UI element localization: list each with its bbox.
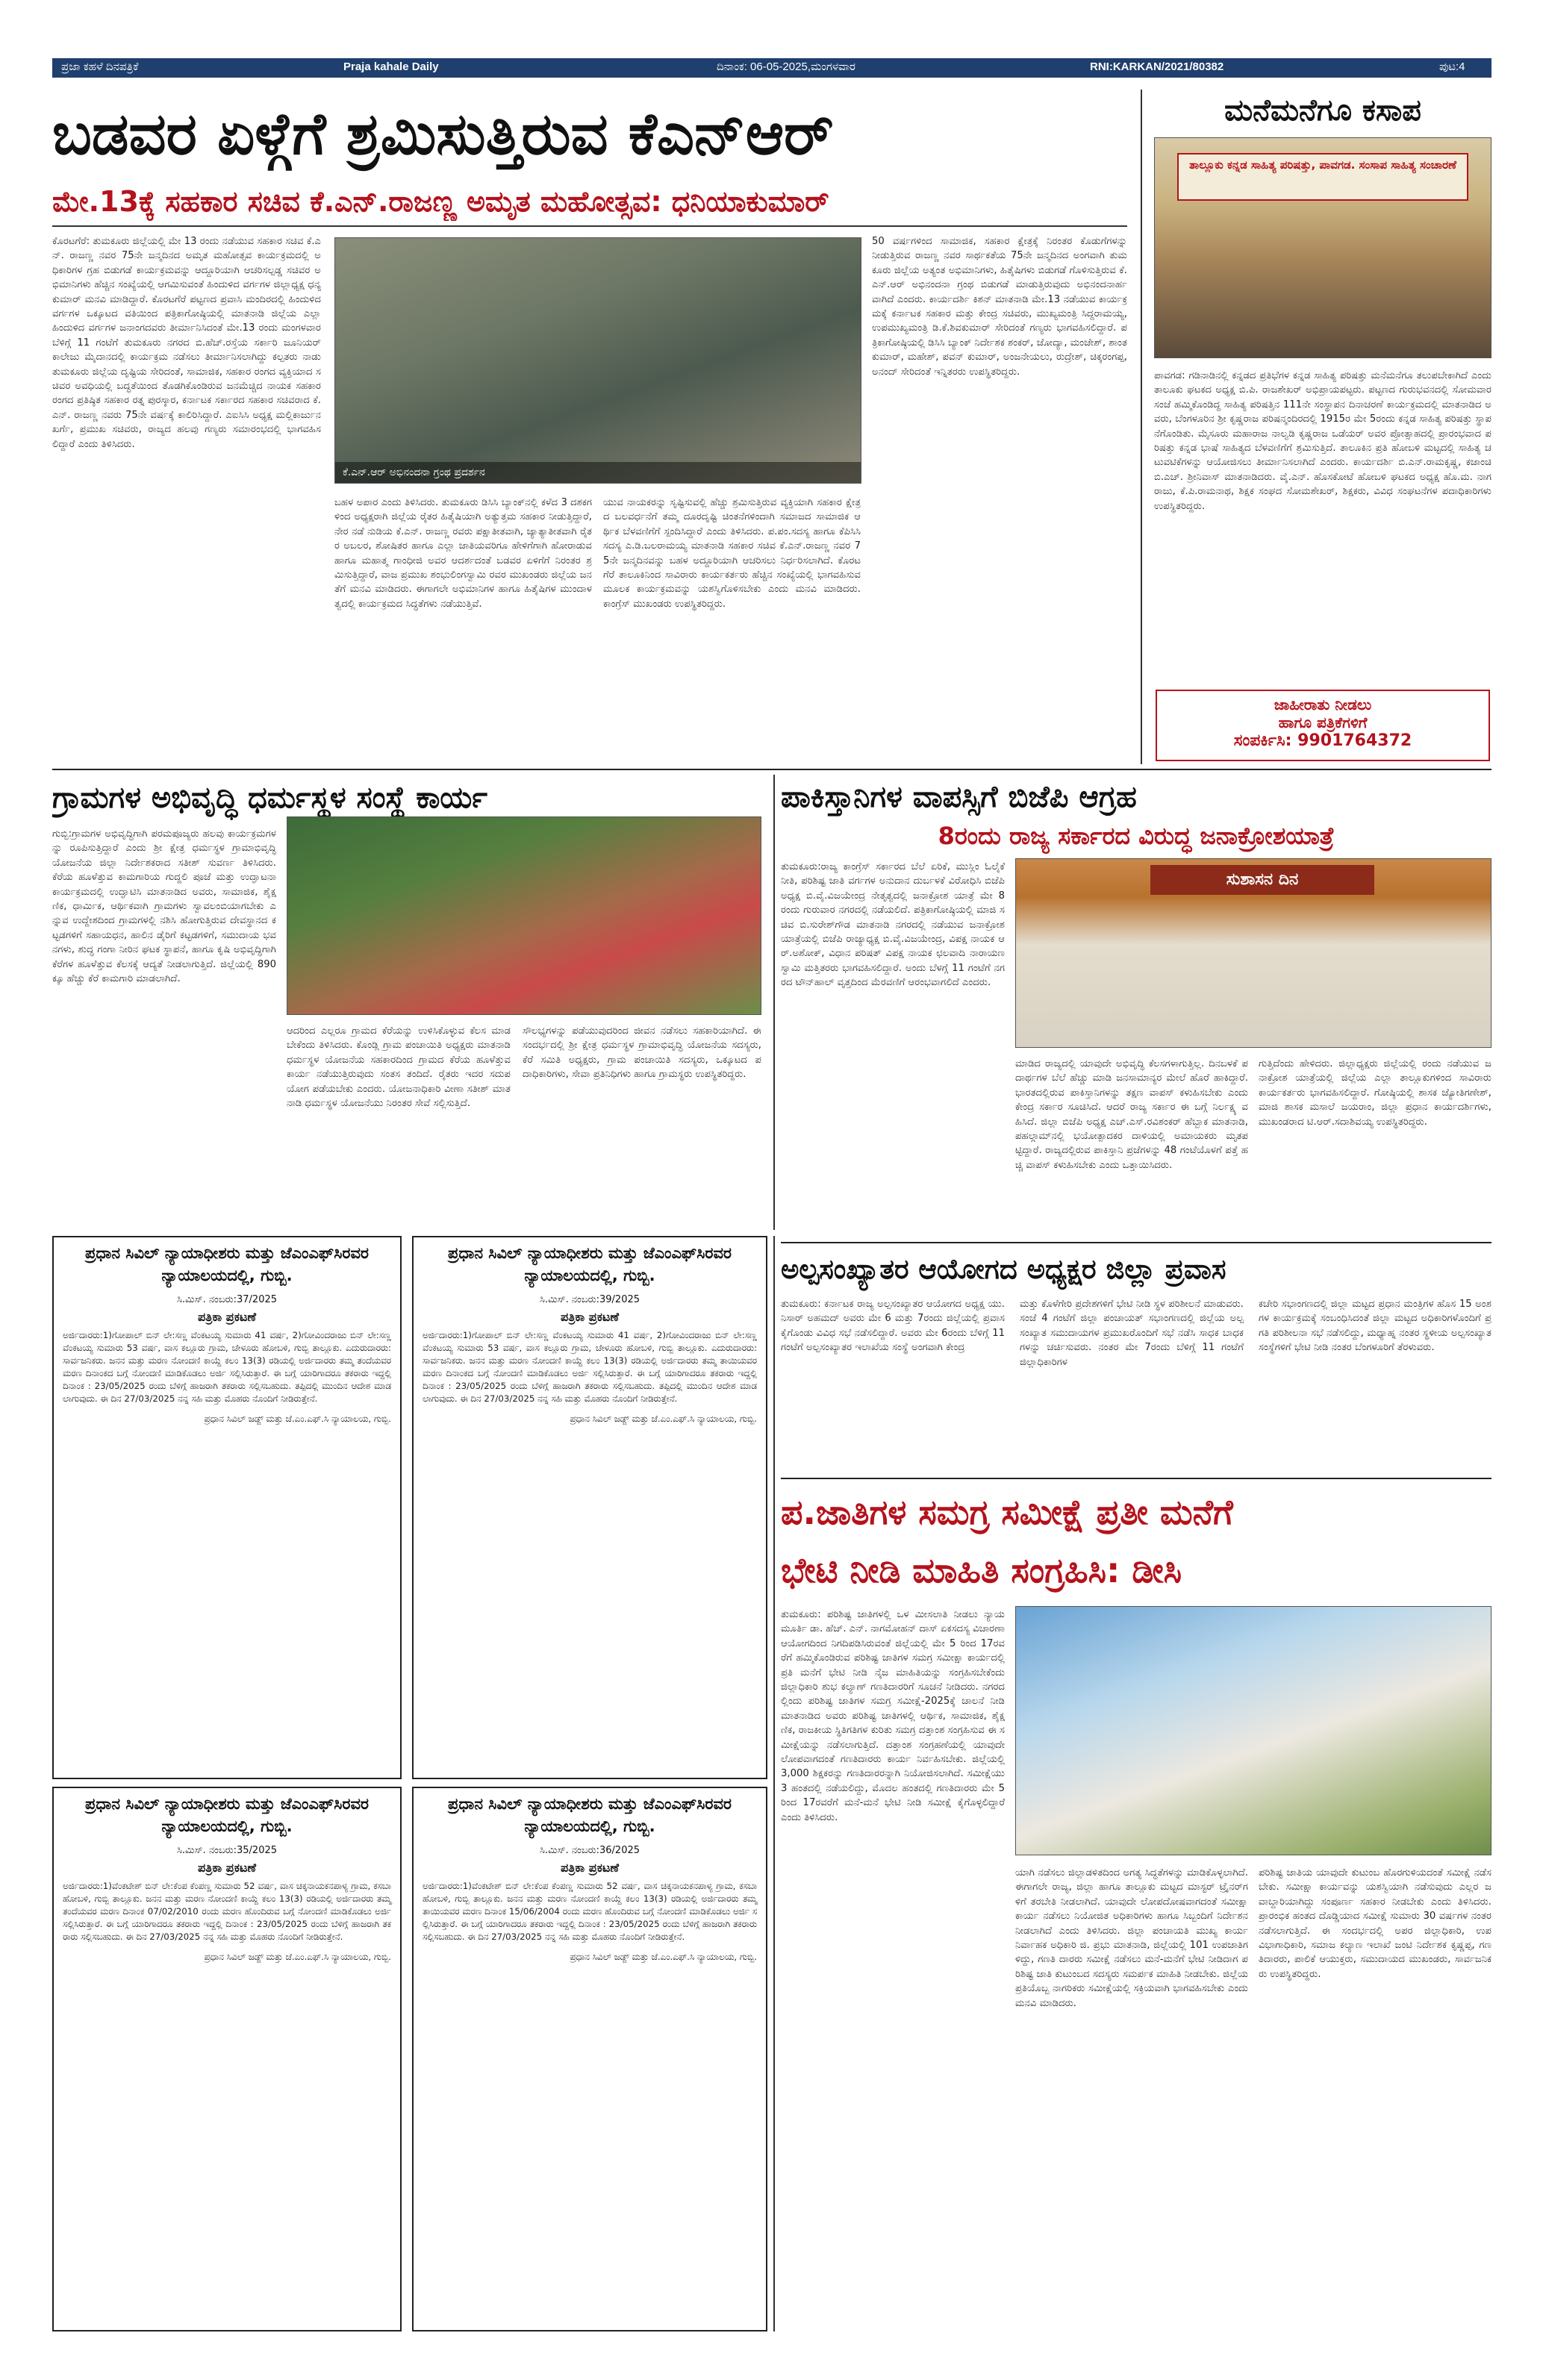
notice-case-number: ಸಿ.ಮಿಸ್. ನಂಬರು:35/2025 [176,1845,278,1856]
story2-headline: ಮನೆಮನೆಗೂ ಕಸಾಪ [1224,93,1421,128]
court-notice-2 [412,1236,767,1779]
story6-headline-line-1: ಪ.ಜಾತಿಗಳ ಸಮಗ್ರ ಸಮೀಕ್ಷೆ ಪ್ರತೀ ಮನೆಗೆ [781,1492,1233,1532]
story6-column-2: ಯಾಗಿ ನಡೆಸಲು ಜಿಲ್ಲಾಡಳಿತದಿಂದ ಅಗತ್ಯ ಸಿದ್ಧತೆಗಳನ್ನು ಮಾಡಿಕೊಳ್ಳಲಾಗಿದೆ. ಈಗಾಗಲೇ ರಾಜ್ಯ, ಜಿಲ್ಲಾ ಹಾಗೂ ತಾಲ್ಲೂಕು ಮಟ್ಟದ ಮಾಸ್ಟರ್ ಟ್ರೈನರ್‌ಗಳಿಗೆ ತರಬೇತಿ ನೀಡಲಾಗಿದೆ. ಯಾವುದೇ ಲೋಪದೋಷವಾಗದಂತೆ ಸಮೀಕ್ಷಾ ಕಾರ್ಯ ನಡೆಸಲು ನಿಯೋಜಿತ ಅಧಿಕಾರಿಗಳು ಹಾಗೂ ಸಿಬ್ಬಂದಿಗೆ ನಿರ್ದೇಶನ ನೀಡಲಾಗಿದೆ ಎಂದು ತಿಳಿಸಿದರು. ಜಿಲ್ಲಾ ಪಂಚಾಯತಿ ಮುಖ್ಯ ಕಾರ್ಯನಿರ್ವಾಹಕ ಅಧಿಕಾರಿ ಜಿ. ಪ್ರಭು ಮಾತನಾಡಿ, ಜಿಲ್ಲೆಯಲ್ಲಿ 101 ಉಪಜಾತಿಗಳಿದ್ದು, ಗಣತಿ ದಾರರು ಸಮೀಕ್ಷೆ ನಡೆಸಲು ಮನೆ-ಮನೆಗೆ ಭೇಟಿ ನೀಡಿದಾಗ ಪರಿಶಿಷ್ಟ ಜಾತಿ ಕುಟುಂಬದ ಸದಸ್ಯರು ಸಮರ್ಪಕ ಮಾಹಿತಿ ನೀಡಬೇಕು. ಜಿಲ್ಲೆಯ ಪ್ರತಿಯೊಬ್ಬ ನಾಗರಿಕರು ಸಮೀಕ್ಷೆಯಲ್ಲಿ ಸಕ್ರಿಯವಾಗಿ ಭಾಗವಹಿಸಬೇಕು ಎಂದು ಮನವಿ ಮಾಡಿದರು. [1015,1867,1248,2009]
story6-headline-line-2: ಭೇಟಿ ನೀಡಿ ಮಾಹಿತಿ ಸಂಗ್ರಹಿಸಿ: ಡೀಸಿ [781,1550,1182,1590]
story5-headline: ಅಲ್ಪಸಂಖ್ಯಾತರ ಆಯೋಗದ ಅಧ್ಯಕ್ಷರ ಜಿಲ್ಲಾ ಪ್ರವಾಸ [781,1253,1226,1285]
rni-number: RNI:KARKAN/2021/80382 [1090,60,1224,73]
story4-column-2: ಮಾಡಿದ ರಾಜ್ಯದಲ್ಲಿ ಯಾವುದೇ ಅಭಿವೃದ್ಧಿ ಕೆಲಸಗಳಾಗುತ್ತಿಲ್ಲ. ದಿನಬಳಕೆ ಪದಾರ್ಥಗಳ ಬೆಲೆ ಹೆಚ್ಚು ಮಾಡಿ ಜನಸಾಮಾನ್ಯರ ಮೇಲೆ ಹೊರೆ ಹಾಕಿದ್ದಾರೆ. ಭಾರತದಲ್ಲಿರುವ ಪಾಕಿಸ್ತಾನಿಗಳನ್ನು ತಕ್ಷಣ ವಾಪಸ್ ಕಳುಹಿಸಬೇಕು ಎಂದು ಕೇಂದ್ರ ಸರ್ಕಾರ ಸೂಚಿಸಿದೆ. ಆದರೆ ರಾಜ್ಯ ಸರ್ಕಾರ ಈ ಬಗ್ಗೆ ನಿರ್ಲಕ್ಷ್ಯ ವಹಿಸಿದೆ. ಜಿಲ್ಲಾ ಬಿಜೆಪಿ ಅಧ್ಯಕ್ಷ ಎಚ್.ಎಸ್.ರವಿಶಂಕರ್ ಹೆಬ್ಬಾಕ ಮಾತನಾಡಿ, ಪಹಲ್ಗಾಮ್‌ನಲ್ಲಿ ಭಯೋತ್ಪಾದಕರ ದಾಳಿಯಲ್ಲಿ ಅಮಾಯಕರು ಮೃತಪಟ್ಟಿದ್ದಾರೆ. ರಾಜ್ಯದಲ್ಲಿರುವ ಪಾಕಿಸ್ತಾನಿ ಪ್ರಜೆಗಳನ್ನು 48 ಗಂಟೆಯೊಳಗೆ ಪತ್ತೆ ಹಚ್ಚಿ ವಾಪಸ್ ಕಳುಹಿಸಬೇಕು ಎಂದು ಒತ್ತಾಯಿಸಿದರು. [1015,1058,1248,1171]
column-divider [773,1236,775,2331]
story1-column-2: ಬಹಳ ಅಪಾರ ಎಂದು ತಿಳಿಸಿದರು. ತುಮಕೂರು ಡಿಸಿಸಿ ಬ್ಯಾಂಕ್‌ನಲ್ಲಿ ಕಳೆದ 3 ದಶಕಗಳಿಂದ ಅಧ್ಯಕ್ಷರಾಗಿ ಜಿಲ್ಲೆಯ ರೈತರ ಹಿತೈಷಿಯಾಗಿ ಅತ್ಯುತ್ತಮ ಸಹಕಾರ ನೀಡುತ್ತಿದ್ದಾರೆ, ನೇರ ನಡೆ ನುಡಿಯ ಕೆ.ಎನ್. ರಾಜಣ್ಣ ರವರು ಪಕ್ಷಾತೀತವಾಗಿ, ಜ್ಯಾತ್ಯಾತೀತವಾಗಿ ರೈತರ ಅಬಲರ, ಶೋಷಿತರ ಹಾಗೂ ಎಲ್ಲಾ ಜಾತಿಯವರಿಗೂ ಹೇಳಿಗೆಗಾಗಿ ಹೋರಾಡುವ ಹಾಗೂ ಮಹಾತ್ಮ ಗಾಂಧೀಜಿ ಅವರ ಆದರ್ಶದಂತೆ ಬಡವರ ಏಳಿಗೆಗೆ ನಿರಂತರ ಶ್ರಮಿಸುತ್ತಿದ್ದಾರೆ, ವಾಜ ಪ್ರಮುಖ ಶಂಭುಲಿಂಗಸ್ವಾಮಿ ರವರ ಮುಖಂಡರು ಜಿಲ್ಲೆಯ ಜನತೆಗೆ ಮನವಿ ಮಾಡಿದರು. ಈಗಾಗಲೇ ಅಭಿಮಾನಿಗಳ ಹಾಗೂ ಹಿತೈಷಿಗಳ ಮುಂದಾಳತ್ವದಲ್ಲಿ ಕಾರ್ಯಕ್ರಮದ ಸಿದ್ಧತೆಗಳು ನಡೆಯುತ್ತಿವೆ. [334,497,592,610]
masthead-bar [52,58,1491,78]
story1-column-1: ಕೊರಟಗೆರೆ: ತುಮಕೂರು ಜಿಲ್ಲೆಯಲ್ಲಿ ಮೇ 13 ರಂದು ನಡೆಯುವ ಸಹಕಾರ ಸಚಿವ ಕೆ.ಎನ್. ರಾಜಣ್ಣ ನವರ 75ನೇ ಜನ್ಮದಿನದ ಅಮೃತ ಮಹೋತ್ಸವ ಕಾರ್ಯಕ್ರಮದಲ್ಲಿ ಅಧಿಕಾರಿಗಳ ಗ್ರಹ ಬಿಡುಗಡೆ ಕಾರ್ಯಕ್ರಮವನ್ನು ಆದ್ದೂರಿಯಾಗಿ ಆಚರಿಸಲ್ಪಡ್ಡ ಸಚಿವರ ಅಭಿಮಾನಿಗಳು ಹೆಚ್ಚಿನ ಸಂಖ್ಯೆಯಲ್ಲಿ ಆಗಮಿಸುವಂತೆ ಹಿಂದುಳಿದ ವರ್ಗಗಳ ಜಿಲ್ಲಾಧ್ಯಕ್ಷ ಧನ್ಯ ಕುಮಾರ್ ಮನವಿ ಮಾಡಿದ್ದಾರೆ. ಕೊರಟಗೆರೆ ಪಟ್ಟಣದ ಪ್ರವಾಸಿ ಮಂದಿರದಲ್ಲಿ ಹಿಂದುಳಿದ ವರ್ಗಗಳ ಒಕ್ಕೂಟದ ವತಿಯಿಂದ ಪತ್ರಿಕಾಗೋಷ್ಠಿಯಲ್ಲಿ ಮಾತನಾಡಿ ಜಿಲ್ಲೆಯ ಎಲ್ಲಾ ಹಿಂದುಳಿದ ವರ್ಗಗಳ ಜನಾಂಗದವರು ತೀರ್ಮಾನಿಸಿದಂತೆ ಮೇ.13 ರಂದು ಮಂಗಳವಾರ ಬೆಳಿಗ್ಗೆ 11 ಗಂಟೆಗೆ ತುಮಕೂರು ನಗರದ ಬಿ.ಹೆಚ್.ರಸ್ತೆಯ ಸರ್ಕಾರಿ ಜೂನಿಯರ್ ಕಾಲೇಜು ಮೈದಾನದಲ್ಲಿ ಕಾರ್ಯಕ್ರಮ ನಡೆಸಲು ತೀರ್ಮಾನಿಸಲಾಗಿದ್ದು ಕಲ್ಪತರು ನಾಡು ತುಮಕೂರು ಜಿಲ್ಲೆಯ ದೃಷ್ಟಿಯ ಸೇರಿದಂತೆ, ಸಾಮಾಜಿಕ, ಸಹಕಾರ ರಂಗದ ವ್ಯಕ್ತಿಯಾದ ಸಚಿವರ ಅವಧಿಯಲ್ಲಿ ಬದ್ಧತೆಯಿಂದ ತೊಡಗಿಕೊಂಡಿರುವ ಜನಮೆಚ್ಚಿದ ನಾಯಕ ಸಹಕಾರ ರಂಗದ ಪ್ರತಿಷ್ಠಿತ ಸಹಕಾರ ರತ್ನ ಪುರಸ್ಕಾರ, ಕರ್ನಾಟಕ ಸರ್ಕಾರದ ಸಹಕಾರ ಸಚಿವರಾದ ಕೆ.ಎನ್. ರಾಜಣ್ಣ ನವರು 75ನೇ ವರ್ಷಕ್ಕೆ ಕಾಲಿರಿಸಿದ್ದಾರೆ. ಎಐಸಿಸಿ ಅಧ್ಯಕ್ಷ ಮಲ್ಲಿಕಾರ್ಜುನ ಖರ್ಗೆ, ಪ್ರಮುಖ ಸಚಿವರು, ರಾಜ್ಯದ ಹಲವು ಗಣ್ಯರು ಸಮಾರಂಭದಲ್ಲಿ ಭಾಗವಹಿಸಲಿದ್ದಾರೆ ಎಂದು ತಿಳಿಸಿದರು. [52,236,321,450]
section-divider-3 [781,1478,1491,1479]
story5-column-3: ಕಚೇರಿ ಸಭಾಂಗಣದಲ್ಲಿ ಜಿಲ್ಲಾ ಮಟ್ಟದ ಪ್ರಧಾನ ಮಂತ್ರಿಗಳ ಹೊಸ 15 ಅಂಶಗಳ ಕಾರ್ಯಕ್ರಮಕ್ಕೆ ಸಂಬಂಧಿಸಿದಂತೆ ಜಿಲ್ಲಾ ಮಟ್ಟದ ಅಧಿಕಾರಿಗಳೊಂದಿಗೆ ಪ್ರಗತಿ ಪರಿಶೀಲನಾ ಸಭೆ ನಡೆಸಲಿದ್ದು, ಮಧ್ಯಾಹ್ನ ನಂತರ ಸ್ಥಳೀಯ ಅಲ್ಪಸಂಖ್ಯಾತ ಸಂಸ್ಥೆಗಳಿಗೆ ಭೇಟಿ ನೀಡಿ ನಂತರ ಬೆಂಗಳೂರಿಗೆ ತೆರಳುವರು. [1259,1299,1491,1354]
section-divider-2 [781,1242,1491,1243]
notice-court-name: ಪ್ರಧಾನ ಸಿವಿಲ್ ನ್ಯಾಯಾಧೀಶರು ಮತ್ತು ಜೆಎಂಎಫ್‌ಸಿರವರ ನ್ಯಾಯಾಲಯದಲ್ಲಿ, ಗುಬ್ಬಿ. [447,1795,732,1835]
section-divider-1 [52,769,1491,770]
court-notice-4 [412,1787,767,2331]
story3-column-3: ಸೌಲಭ್ಯಗಳನ್ನು ಪಡೆಯುವುದರಿಂದ ಜೀವನ ನಡೆಸಲು ಸಹಕಾರಿಯಾಗಿದೆ. ಈ ಸಂದರ್ಭದಲ್ಲಿ ಶ್ರೀ ಕ್ಷೇತ್ರ ಧರ್ಮಸ್ಥಳ ಗ್ರಾಮಾಭಿವೃದ್ಧಿ ಯೋಜನೆಯ ಸದಸ್ಯರು, ಕೆರೆ ಸಮಿತಿ ಅಧ್ಯಕ್ಷರು, ಗ್ರಾಮ ಪಂಚಾಯಿತಿ ಸದಸ್ಯರು, ಒಕ್ಕೂಟದ ಪದಾಧಿಕಾರಿಗಳು, ಸೇವಾ ಪ್ರತಿನಿಧಿಗಳು ಹಾಗೂ ಗ್ರಾಮಸ್ಥರು ಉಪಸ್ಥಿತರಿದ್ದರು. [523,1025,761,1081]
notice-court-name: ಪ್ರಧಾನ ಸಿವಿಲ್ ನ್ಯಾಯಾಧೀಶರು ಮತ್ತು ಜೆಎಂಎಫ್‌ಸಿರವರ ನ್ಯಾಯಾಲಯದಲ್ಲಿ, ಗುಬ್ಬಿ. [84,1795,370,1835]
notice-body: ಅರ್ಜಿದಾರರು:1)ಗೋಪಾಲ್ ಬಿನ್ ಲೇ:ಸಣ್ಣ ವೆಂಕಟಯ್ಯ ಸುಮಾರು 41 ವರ್ಷ, 2)ಗೋವಿಂದರಾಜು ಬಿನ್ ಲೇ:ಸಣ್ಣ ವೆಂಕಟಯ್ಯ ಸುಮಾರು 53 ವರ್ಷ, ವಾಸ ಕಲ್ಲೂರು ಗ್ರಾಮ, ಚೇಳೂರು ಹೋಬಳಿ, ಗುಬ್ಬಿ ತಾಲ್ಲೂಕು. ಎದುರುದಾರರು: ಸಾರ್ವಜನಿಕರು. ಜನನ ಮತ್ತು ಮರಣ ನೋಂದಣಿ ಕಾಯ್ದೆ ಕಲಂ 13(3) ರಡಿಯಲ್ಲಿ ಅರ್ಜಿದಾರರು ತಮ್ಮ ತಂದೆಯವರ ಮರಣ ದಿನಾಂಕದ ಬಗ್ಗೆ ನೋಂದಣಿ ಮಾಡಿಕೊಡಲು ಅರ್ಜಿ ಸಲ್ಲಿಸಿರುತ್ತಾರೆ. ಈ ಬಗ್ಗೆ ಯಾರಿಗಾದರೂ ತಕರಾರು ಇದ್ದಲ್ಲಿ ದಿನಾಂಕ : 23/05/2025 ರಂದು ಬೆಳಿಗ್ಗೆ ಹಾಜರಾಗಿ ತಕರಾರು ಸಲ್ಲಿಸಬಹುದು. ತಪ್ಪಿದಲ್ಲಿ ಮುಂದಿನ ಆದೇಶ ಮಾಡಲಾಗುವುದು. ಈ ದಿನ 27/03/2025 ನನ್ನ ಸಹಿ ಮತ್ತು ಮೊಹರು ನೊಂದಿಗೆ ನೀಡಿರುತ್ತೇನೆ. [63,1330,391,1404]
story1-subhead: ಮೇ.13ಕ್ಕೆ ಸಹಕಾರ ಸಚಿವ ಕೆ.ಎನ್.ರಾಜಣ್ಣ ಅಮೃತ ಮಹೋತ್ಸವ: ಧನಿಯಾಕುಮಾರ್ [52,185,829,218]
story5-column-2: ಮತ್ತು ಕೊಳೆಗೇರಿ ಪ್ರದೇಶಗಳಿಗೆ ಭೇಟಿ ನೀಡಿ ಸ್ಥಳ ಪರಿಶೀಲನೆ ಮಾಡುವರು. ಸಂಜೆ 4 ಗಂಟೆಗೆ ಜಿಲ್ಲಾ ಪಂಚಾಯತ್ ಸಭಾಂಗಣದಲ್ಲಿ ಜಿಲ್ಲೆಯ ಅಲ್ಪಸಂಖ್ಯಾತ ಸಮುದಾಯಗಳ ಪ್ರಮುಖರೊಂದಿಗೆ ಸಭೆ ನಡೆಸಿ ಸಾಧಕ ಬಾಧಕಗಳನ್ನು ಚರ್ಚಿಸುವರು. ನಂತರ ಮೇ 7ರಂದು ಬೆಳಿಗ್ಗೆ 11 ಗಂಟೆಗೆ ಜಿಲ್ಲಾಧಿಕಾರಿಗಳ [1020,1299,1244,1368]
notice-signature: ಪ್ರಧಾನ ಸಿವಿಲ್ ಜಡ್ಜ್ ಮತ್ತು ಜೆ.ಎಂ.ಎಫ್.ಸಿ ನ್ಯಾಯಾಲಯ, ಗುಬ್ಬಿ. [570,1952,757,1962]
notice-signature: ಪ್ರಧಾನ ಸಿವಿಲ್ ಜಡ್ಜ್ ಮತ್ತು ಜೆ.ಎಂ.ಎಫ್.ಸಿ ನ್ಯಾಯಾಲಯ, ಗುಬ್ಬಿ. [204,1414,391,1424]
story3-column-1: ಗುಬ್ಬಿ:ಗ್ರಾಮಗಳ ಅಭಿವೃದ್ಧಿಗಾಗಿ ಪರಮಪೂಜ್ಯರು ಹಲವು ಕಾರ್ಯಕ್ರಮಗಳನ್ನು ರೂಪಿಸುತ್ತಿದ್ದಾರೆ ಎಂದು ಶ್ರೀ ಕ್ಷೇತ್ರ ಧರ್ಮಸ್ಥಳ ಗ್ರಾಮಾಭಿವೃದ್ಧಿ ಯೋಜನೆಯ ಜಿಲ್ಲಾ ನಿರ್ದೇಶಕರಾದ ಸತೀಶ್ ಸುವರ್ಣ ತಿಳಿಸಿದರು. ಕೆರೆಯ ಹೂಳೆತ್ತುವ ಕಾಮಗಾರಿಯ ಗುದ್ದಲಿ ಪೂಜೆ ಮತ್ತು ಉದ್ಘಾಟನಾ ಕಾರ್ಯಕ್ರಮದಲ್ಲಿ ಉದ್ಘಾಟಿಸಿ ಮಾತನಾಡಿದ ಅವರು, ಸಾಮಾಜಿಕ, ಶೈಕ್ಷಣಿಕ, ಧಾರ್ಮಿಕ, ಆರ್ಥಿಕವಾಗಿ ಗ್ರಾಮಗಳು ಸ್ವಾವಲಂಬಿಯಾಗಬೇಕು ಎನ್ನುವ ಉದ್ದೇಶದಿಂದ ಗ್ರಾಮಗಳಲ್ಲಿ ನಶಿಸಿ ಹೋಗುತ್ತಿರುವ ದೇವಸ್ಥಾನದ ಕಟ್ಟಡಗಳಿಗೆ ಸಹಾಯಧನ, ಹಾಲಿನ ಡೈರಿಗೆ ಕಟ್ಟಡಗಳಿಗೆ, ಸಮುದಾಯ ಭವನಗಳು, ಶುದ್ಧ ಗಂಗಾ ನೀರಿನ ಘಟಕ ಸ್ಥಾಪನೆ, ಹಾಗೂ ಕೃಷಿ ಅಭಿವೃದ್ಧಿಗಾಗಿ ಕೆರೆಗಳ ಹೂಳೆತ್ತುವ ಕೆಲಸಕ್ಕೆ ಆದ್ಯತೆ ನೀಡಲಾಗುತ್ತಿದೆ. ಜಿಲ್ಲೆಯಲ್ಲಿ 890 ಕ್ಕೂ ಹೆಚ್ಚು ಕೆರೆ ಕಾಮಗಾರಿ ಮಾಡಲಾಗಿದೆ. [52,828,276,985]
notice-title: ಪತ್ರಿಕಾ ಪ್ರಕಟಣೆ [560,1861,620,1875]
story4-subhead: 8ರಂದು ರಾಜ್ಯ ಸರ್ಕಾರದ ವಿರುದ್ಧ ಜನಾಕ್ರೋಶಯಾತ್ರೆ [938,822,1335,850]
story5-column-1: ತುಮಕೂರು: ಕರ್ನಾಟಕ ರಾಜ್ಯ ಅಲ್ಪಸಂಖ್ಯಾತರ ಆಯೋಗದ ಅಧ್ಯಕ್ಷ ಯು. ನಿಸಾರ್ ಅಹಮದ್ ಅವರು ಮೇ 6 ಮತ್ತು 7ರಂದು ಜಿಲ್ಲೆಯಲ್ಲಿ ಪ್ರವಾಸ ಕೈಗೊಂಡು ವಿವಿಧ ಸಭೆ ನಡೆಸಲಿದ್ದಾರೆ. ಅವರು ಮೇ 6ರಂದು ಬೆಳಿಗ್ಗೆ 11 ಗಂಟೆಗೆ ಅಲ್ಪಸಂಖ್ಯಾತರ ಇಲಾಖೆಯ ಸಂಸ್ಥೆ ಅಂಗವಾಗಿ ಕೇಂದ್ರ [781,1299,1005,1354]
court-notice-3 [52,1787,402,2331]
paper-name-kannada: ಪ್ರಜಾ ಕಹಳೆ ದಿನಪತ್ರಿಕೆ [61,60,139,73]
column-divider [773,775,775,1230]
notice-title: ಪತ್ರಿಕಾ ಪ್ರಕಟಣೆ [560,1310,620,1324]
story4-photo [1015,858,1491,1048]
story4-column-1: ತುಮಕೂರು:ರಾಜ್ಯ ಕಾಂಗ್ರೆಸ್ ಸರ್ಕಾರದ ಬೆಲೆ ಏರಿಕೆ, ಮುಸ್ಲಿಂ ಓಲೈಕೆ ನೀತಿ, ಪರಿಶಿಷ್ಟ ಜಾತಿ ವರ್ಗಗಳ ಅನುದಾನ ದುರ್ಬಳಕೆ ವಿರೋಧಿಸಿ ಬಿಜೆಪಿ ಅಧ್ಯಕ್ಷ ಬಿ.ವೈ.ವಿಜಯೇಂದ್ರ ನೇತೃತ್ವದಲ್ಲಿ ಜನಾಕ್ರೋಶ ಯಾತ್ರೆ ಮೇ 8ರಂದು ಗುರುವಾರ ನಗರದಲ್ಲಿ ನಡೆಯಲಿದೆ. ಪತ್ರಿಕಾಗೋಷ್ಠಿಯಲ್ಲಿ ಮಾಜಿ ಸಚಿವ ಬಿ.ಸುರೇಶ್‌ಗೌಡ ಮಾತನಾಡಿ ನಗರದಲ್ಲಿ ನಡೆಯುವ ಜನಾಕ್ರೋಶ ಯಾತ್ರೆಯಲ್ಲಿ ಬಿಜೆಪಿ ರಾಜ್ಯಾಧ್ಯಕ್ಷ ಬಿ.ವೈ.ವಿಜಯೇಂದ್ರ, ವಿಪಕ್ಷ ನಾಯಕ ಆರ್.ಅಶೋಕ್, ವಿಧಾನ ಪರಿಷತ್ ವಿಪಕ್ಷ ನಾಯಕ ಛಲವಾದಿ ನಾರಾಯಣಸ್ವಾಮಿ ಮತ್ತಿತರರು ಭಾಗವಹಿಸಲಿದ್ದಾರೆ. ಅಂದು ಬೆಳಗ್ಗೆ 11 ಗಂಟೆಗೆ ನಗರದ ಟೌನ್‌ಹಾಲ್ ವೃತ್ತದಿಂದ ಮೆರವಣಿಗೆ ಆರಂಭವಾಗಲಿದೆ ಎಂದರು. [781,861,1005,989]
story1-photo-caption: ಕೆ.ಎನ್.ಆರ್ ಅಭಿನಂದನಾ ಗ್ರಂಥ ಪ್ರದರ್ಶನ [335,462,861,483]
paper-name-english: Praja kahale Daily [343,60,439,73]
notice-case-number: ಸಿ.ಮಿಸ್. ನಂಬರು:37/2025 [176,1294,278,1305]
notice-body: ಅರ್ಜಿದಾರರು:1)ವೆಂಕಟೇಶ್ ಬಿನ್ ಲೇ:ಕೆಂಪ ಕೆಂಪಣ್ಣ ಸುಮಾರು 52 ವರ್ಷ, ವಾಸ ಚಿಕ್ಕನಾಯಕನಪಾಳ್ಯ ಗ್ರಾಮ, ಕಸಬಾ ಹೋಬಳಿ, ಗುಬ್ಬಿ ತಾಲ್ಲೂಕು. ಜನನ ಮತ್ತು ಮರಣ ನೋಂದಣಿ ಕಾಯ್ದೆ ಕಲಂ 13(3) ರಡಿಯಲ್ಲಿ ಅರ್ಜಿದಾರರು ತಮ್ಮ ತಾಯಿಯವರ ಮರಣ ದಿನಾಂಕ 15/06/2004 ರಂದು ಮರಣ ಹೊಂದಿರುವ ಬಗ್ಗೆ ನೋಂದಣಿ ಮಾಡಿಕೊಡಲು ಅರ್ಜಿ ಸಲ್ಲಿಸಿರುತ್ತಾರೆ. ಈ ಬಗ್ಗೆ ಯಾರಿಗಾದರೂ ತಕರಾರು ಇದ್ದಲ್ಲಿ ದಿನಾಂಕ : 23/05/2025 ರಂದು ಬೆಳಿಗ್ಗೆ ಹಾಜರಾಗಿ ತಕರಾರು ಸಲ್ಲಿಸಬಹುದು. ಈ ದಿನ 27/03/2025 ನನ್ನ ಸಹಿ ಮತ್ತು ಮೊಹರು ನೊಂದಿಗೆ ನೀಡಿರುತ್ತೇನೆ. [423,1881,757,1942]
story6-column-1: ತುಮಕೂರು: ಪರಿಶಿಷ್ಟ ಜಾತಿಗಳಲ್ಲಿ ಒಳ ಮೀಸಲಾತಿ ನೀಡಲು ನ್ಯಾಯಮೂರ್ತಿ ಡಾ. ಹೆಚ್. ಎನ್. ನಾಗಮೋಹನ್ ದಾಸ್ ಏಕಸದಸ್ಯ ವಿಚಾರಣಾ ಆಯೋಗದಿಂದ ನಿಗದಿಪಡಿಸಿರುವಂತೆ ಜಿಲ್ಲೆಯಲ್ಲಿ ಮೇ 5 ರಿಂದ 17ರವರೆಗೆ ಹಮ್ಮಿಕೊಂಡಿರುವ ಪರಿಶಿಷ್ಟ ಜಾತಿಗಳ ಸಮಗ್ರ ಸಮೀಕ್ಷಾ ಕಾರ್ಯದಲ್ಲಿ ಪ್ರತಿ ಮನೆಗೆ ಭೇಟಿ ನೀಡಿ ನೈಜ ಮಾಹಿತಿಯನ್ನು ಸಂಗ್ರಹಿಸಬೇಕೆಂದು ಜಿಲ್ಲಾಧಿಕಾರಿ ಶುಭ ಕಲ್ಯಾಣ್ ಗಣತಿದಾರರಿಗೆ ಸೂಚನೆ ನೀಡಿದರು. ನಗರದಲ್ಲಿಂದು ಪರಿಶಿಷ್ಟ ಜಾತಿಗಳ ಸಮಗ್ರ ಸಮೀಕ್ಷೆ-2025ಕ್ಕೆ ಚಾಲನೆ ನೀಡಿ ಮಾತನಾಡಿದ ಅವರು ಪರಿಶಿಷ್ಟ ಜಾತಿಗಳಲ್ಲಿ ಆರ್ಥಿಕ, ಸಾಮಾಜಿಕ, ಶೈಕ್ಷಣಿಕ, ರಾಜಕೀಯ ಸ್ಥಿತಿಗತಿಗಳ ಕುರಿತು ಸಮಗ್ರ ದತ್ತಾಂಶ ಸಂಗ್ರಹಿಸುವ ಈ ಸಮೀಕ್ಷೆಯನ್ನು ನಡೆಸಲಾಗುತ್ತಿದೆ. ದತ್ತಾಂಶ ಸಂಗ್ರಹಣೆಯಲ್ಲಿ ಯಾವುದೇ ಲೋಪವಾಗದಂತೆ ಗಣತಿದಾರರು ಕಾರ್ಯ ನಿರ್ವಹಿಸಬೇಕು. ಜಿಲ್ಲೆಯಲ್ಲಿ 3,000 ಶಿಕ್ಷಕರನ್ನು ಗಣತಿದಾರರನ್ನಾಗಿ ನಿಯೋಜಿಸಲಾಗಿದೆ. ಸಮೀಕ್ಷೆಯು 3 ಹಂತದಲ್ಲಿ ನಡೆಯಲಿದ್ದು, ಮೊದಲ ಹಂತದಲ್ಲಿ ಗಣತಿದಾರರು ಮೇ 5 ರಿಂದ 17ರವರೆಗೆ ಮನೆ-ಮನೆ ಭೇಟಿ ನೀಡಿ ಸಮೀಕ್ಷೆ ಕೈಗೊಳ್ಳಲಿದ್ದಾರೆ ಎಂದು ತಿಳಿಸಿದರು. [781,1609,1005,1823]
notice-case-number: ಸಿ.ಮಿಸ್. ನಂಬರು:36/2025 [539,1845,640,1856]
notice-signature: ಪ್ರಧಾನ ಸಿವಿಲ್ ಜಡ್ಜ್ ಮತ್ತು ಜೆ.ಎಂ.ಎಫ್.ಸಿ ನ್ಯಾಯಾಲಯ, ಗುಬ್ಬಿ. [204,1952,391,1962]
page-number: ಪುಟ:4 [1439,60,1465,73]
notice-court-name: ಪ್ರಧಾನ ಸಿವಿಲ್ ನ್ಯಾಯಾಧೀಶರು ಮತ್ತು ಜೆಎಂಎಫ್‌ಸಿರವರ ನ್ಯಾಯಾಲಯದಲ್ಲಿ, ಗುಬ್ಬಿ. [447,1244,732,1284]
notice-body: ಅರ್ಜಿದಾರರು:1)ಗೋಪಾಲ್ ಬಿನ್ ಲೇ:ಸಣ್ಣ ವೆಂಕಟಯ್ಯ ಸುಮಾರು 41 ವರ್ಷ, 2)ಗೋವಿಂದರಾಜು ಬಿನ್ ಲೇ:ಸಣ್ಣ ವೆಂಕಟಯ್ಯ ಸುಮಾರು 53 ವರ್ಷ, ವಾಸ ಕಲ್ಲೂರು ಗ್ರಾಮ, ಚೇಳೂರು ಹೋಬಳಿ, ಗುಬ್ಬಿ ತಾಲ್ಲೂಕು. ಎದುರುದಾರರು: ಸಾರ್ವಜನಿಕರು. ಜನನ ಮತ್ತು ಮರಣ ನೋಂದಣಿ ಕಾಯ್ದೆ ಕಲಂ 13(3) ರಡಿಯಲ್ಲಿ ಅರ್ಜಿದಾರರು ತಮ್ಮ ತಾಯಿಯವರ ಮರಣ ದಿನಾಂಕದ ಬಗ್ಗೆ ನೋಂದಣಿ ಮಾಡಿಕೊಡಲು ಅರ್ಜಿ ಸಲ್ಲಿಸಿರುತ್ತಾರೆ. ಈ ಬಗ್ಗೆ ಯಾರಿಗಾದರೂ ತಕರಾರು ಇದ್ದಲ್ಲಿ ದಿನಾಂಕ : 23/05/2025 ರಂದು ಬೆಳಿಗ್ಗೆ ಹಾಜರಾಗಿ ತಕರಾರು ಸಲ್ಲಿಸಬಹುದು. ತಪ್ಪಿದಲ್ಲಿ ಮುಂದಿನ ಆದೇಶ ಮಾಡಲಾಗುವುದು. ಈ ದಿನ 27/03/2025 ನನ್ನ ಸಹಿ ಮತ್ತು ಮೊಹರು ನೊಂದಿಗೆ ನೀಡಿರುತ್ತೇನೆ. [423,1330,757,1404]
story3-column-2: ಆದರಿಂದ ಎಲ್ಲರೂ ಗ್ರಾಮದ ಕೆರೆಯನ್ನು ಉಳಿಸಿಕೊಳ್ಳುವ ಕೆಲಸ ಮಾಡಬೇಕೆಂದು ತಿಳಿಸಿದರು. ಕೊಂಡ್ಲಿ ಗ್ರಾಮ ಪಂಚಾಯಿತಿ ಅಧ್ಯಕ್ಷರು ಮಾತನಾಡಿ ಧರ್ಮಸ್ಥಳ ಯೋಜನೆಯ ಸಹಕಾರದಿಂದ ಗ್ರಾಮದ ಕೆರೆಯ ಹೂಳೆತ್ತುವ ಕಾರ್ಯ ನಡೆಯುತ್ತಿರುವುದು ಸಂತಸ ತಂದಿದೆ. ರೈತರು ಇದರ ಸದುಪಯೋಗ ಪಡೆಯಬೇಕು ಎಂದರು. ಯೋಜನಾಧಿಕಾರಿ ವೀಣಾ ಸತೀಶ್ ಮಾತನಾಡಿ ಧರ್ಮಸ್ಥಳ ಯೋಜನೆಯು ನಿರಂತರ ಸೇವೆ ಸಲ್ಲಿಸುತ್ತಿದೆ. [287,1025,511,1110]
story2-photo [1154,137,1491,358]
story1-column-4: 50 ವರ್ಷಗಳಿಂದ ಸಾಮಾಜಿಕ, ಸಹಕಾರ ಕ್ಷೇತ್ರಕ್ಕೆ ನಿರಂತರ ಕೊಡುಗೆಗಳನ್ನು ನೀಡುತ್ತಿರುವ ರಾಜಣ್ಣ ನವರ ಸಾರ್ಥಕತೆಯ 75ನೇ ಜನ್ಮದಿನದ ಅಂಗವಾಗಿ ತುಮಕೂರು ಜಿಲ್ಲೆಯ ಅತ್ಯಂತ ಅಭಿಮಾನಿಗಳು, ಹಿತೈಷಿಗಳು ಬಿಡುಗಡೆ ಗೊಳಿಸುತ್ತಿರುವ ಕೆ.ಎನ್.ಆರ್ ಅಭಿನಂದನಾ ಗ್ರಂಥ ಬಿಡುಗಡೆ ಮಾಡುತ್ತಿರುವುದು ಅಭಿನಂದನಾರ್ಹವಾಗಿದೆ ಎಂದರು. ಕಾರ್ಯದರ್ಶಿ ಕಿಶನ್ ಮಾತನಾಡಿ ಮೇ.13 ನಡೆಯುವ ಕಾರ್ಯಕ್ರಮಕ್ಕೆ ಕರ್ನಾಟಕ ಸಹಕಾರ ಮತ್ತು ಕೇಂದ್ರ ಸಚಿವರು, ಮುಖ್ಯಮಂತ್ರಿ ಸಿದ್ದರಾಮಯ್ಯ, ಉಪಮುಖ್ಯಮಂತ್ರಿ ಡಿ.ಕೆ.ಶಿವಕುಮಾರ್ ಸೇರಿದಂತೆ ಗಣ್ಯರು ಭಾಗವಹಿಸಲಿದ್ದಾರೆ. ಪತ್ರಿಕಾಗೋಷ್ಠಿಯಲ್ಲಿ ಡಿಸಿಸಿ ಬ್ಯಾಂಕ್ ನಿರ್ದೇಶಕ ಶಂಕರ್, ಜೋದ್ಯಾ, ಮಂಜೇಶ್, ಶಾಂತ ಕುಮಾರ್, ಮಹೇಶ್, ಪವನ್ ಕುಮಾರ್, ಅಂಜನೇಯಲು, ರುದ್ರೇಶ್, ಚಿಕ್ಕರಂಗಪ್ಪ, ಅನಂದ್ ಸೇರಿದಂತೆ ಇನ್ನಿತರರು ಉಪಸ್ಥಿತರಿದ್ದರು. [872,236,1127,378]
court-notice-1 [52,1236,402,1779]
story2-photo-banner: ತಾಲ್ಲೂಕು ಕನ್ನಡ ಸಾಹಿತ್ಯ ಪರಿಷತ್ತು, ಪಾವಗಡ. ಸಂಸಾಪ ಸಾಹಿತ್ಯ ಸಂಚಾರಣೆ [1177,153,1468,201]
ad-line-2: ಹಾಗೂ ಪತ್ರಿಕೆಗಳಿಗೆ [1278,713,1368,731]
story1-photo [334,237,861,484]
story1-rule [52,225,1127,227]
story4-headline: ಪಾಕಿಸ್ತಾನಿಗಳ ವಾಪಸ್ಸಿಗೆ ಬಿಜೆಪಿ ಆಗ್ರಹ [781,780,1137,814]
notice-case-number: ಸಿ.ಮಿಸ್. ನಂಬರು:39/2025 [539,1294,640,1305]
story3-headline: ಗ್ರಾಮಗಳ ಅಭಿವೃದ್ಧಿ ಧರ್ಮಸ್ಥಳ ಸಂಸ್ಥೆ ಕಾರ್ಯ [52,781,487,815]
story6-photo [1015,1606,1491,1855]
ad-line-1: ಜಾಹೀರಾತು ನೀಡಲು [1274,696,1372,713]
column-divider [1141,90,1142,764]
story1-column-3: ಯುವ ನಾಯಕರನ್ನು ಸೃಷ್ಟಿಸುವಲ್ಲಿ ಹೆಚ್ಚು ಶ್ರಮಿಸುತ್ತಿರುವ ವ್ಯಕ್ತಿಯಾಗಿ ಸಹಕಾರ ಕ್ಷೇತ್ರದ ಬಲವರ್ಧನೆಗೆ ತಮ್ಮ ದೂರದೃಷ್ಟಿ ಚಿಂತನೆಗಳಿಂದಾಗಿ ಸಮಾಜದ ಸಾಮಾಜಿಕ ಆರ್ಥಿಕ ಬೆಳವಣಿಗೆಗೆ ಸ್ಪಂದಿಸಿದ್ದಾರೆ ಎಂದು ತಿಳಿಸಿದರು. ಪ.ಪಂ.ಸದಸ್ಯ ಹಾಗೂ ಕೆಪಿಸಿಸಿ ಸದಸ್ಯ ಎ.ಡಿ.ಬಲರಾಮಯ್ಯ ಮಾತನಾಡಿ ಸಹಕಾರ ಸಚಿವ ಕೆ.ಎನ್.ರಾಜಣ್ಣ ನವರ 75ನೇ ಜನ್ಮದಿನವನ್ನು ಬಹಳ ಅದ್ದೂರಿಯಾಗಿ ಆಚರಿಸಲು ನಿರ್ಧರಿಸಲಾಗಿದೆ. ಕೊರಟಗೆರೆ ತಾಲೂಕಿನಿಂದ ಸಾವಿರಾರು ಕಾರ್ಯಕರ್ತರು ಹೆಚ್ಚಿನ ಸಂಖ್ಯೆಯಲ್ಲಿ ಭಾಗವಹಿಸುವ ಮೂಲಕ ಕಾರ್ಯಕ್ರಮವನ್ನು ಯಶಸ್ವಿಗೊಳಿಸಬೇಕು ಎಂದು ಮನವಿ ಮಾಡಿದರು. ಕಾಂಗ್ರೆಸ್ ಮುಖಂಡರು ಉಪಸ್ಥಿತರಿದ್ದರು. [603,497,861,610]
story3-photo [287,816,761,1015]
advertisement-contact-box [1156,690,1490,761]
notice-body: ಅರ್ಜಿದಾರರು:1)ವೆಂಕಟೇಶ್ ಬಿನ್ ಲೇ:ಕೆಂಪ ಕೆಂಪಣ್ಣ ಸುಮಾರು 52 ವರ್ಷ, ವಾಸ ಚಿಕ್ಕನಾಯಕನಪಾಳ್ಯ ಗ್ರಾಮ, ಕಸಬಾ ಹೋಬಳಿ, ಗುಬ್ಬಿ ತಾಲ್ಲೂಕು. ಜನನ ಮತ್ತು ಮರಣ ನೋಂದಣಿ ಕಾಯ್ದೆ ಕಲಂ 13(3) ರಡಿಯಲ್ಲಿ ಅರ್ಜಿದಾರರು ತಮ್ಮ ತಂದೆಯವರ ಮರಣ ದಿನಾಂಕ 07/02/2010 ರಂದು ಮರಣ ಹೊಂದಿರುವ ಬಗ್ಗೆ ನೋಂದಣಿ ಮಾಡಿಕೊಡಲು ಅರ್ಜಿ ಸಲ್ಲಿಸಿರುತ್ತಾರೆ. ಈ ಬಗ್ಗೆ ಯಾರಿಗಾದರೂ ತಕರಾರು ಇದ್ದಲ್ಲಿ ದಿನಾಂಕ : 23/05/2025 ರಂದು ಬೆಳಿಗ್ಗೆ ಹಾಜರಾಗಿ ತಕರಾರು ಸಲ್ಲಿಸಬಹುದು. ಈ ದಿನ 27/03/2025 ನನ್ನ ಸಹಿ ಮತ್ತು ಮೊಹರು ನೊಂದಿಗೆ ನೀಡಿರುತ್ತೇನೆ. [63,1881,391,1942]
notice-court-name: ಪ್ರಧಾನ ಸಿವಿಲ್ ನ್ಯಾಯಾಧೀಶರು ಮತ್ತು ಜೆಎಂಎಫ್‌ಸಿರವರ ನ್ಯಾಯಾಲಯದಲ್ಲಿ, ಗುಬ್ಬಿ. [84,1244,370,1284]
ad-contact: ಸಂಪರ್ಕಿಸಿ: 9901764372 [1233,731,1412,750]
notice-title: ಪತ್ರಿಕಾ ಪ್ರಕಟಣೆ [197,1861,257,1875]
story1-headline: ಬಡವರ ಏಳ್ಗೆಗೆ ಶ್ರಮಿಸುತ್ತಿರುವ ಕೆಎನ್‌ಆರ್ [52,101,834,168]
notice-signature: ಪ್ರಧಾನ ಸಿವಿಲ್ ಜಡ್ಜ್ ಮತ್ತು ಜೆ.ಎಂ.ಎಫ್.ಸಿ ನ್ಯಾಯಾಲಯ, ಗುಬ್ಬಿ. [570,1414,757,1424]
story4-photo-banner: ಸುಶಾಸನ ದಿನ [1150,865,1374,895]
story2-body: ಪಾವಗಡ: ಗಡಿನಾಡಿನಲ್ಲಿ ಕನ್ನಡದ ಪ್ರತಿಭೆಗಳ ಕನ್ನಡ ಸಾಹಿತ್ಯ ಪರಿಷತ್ತು ಮನೆಮನೆಗೂ ತಲುಪಬೇಕಾಗಿದೆ ಎಂದು ತಾಲೂಕು ಘಟಕದ ಅಧ್ಯಕ್ಷ ಬಿ.ಪಿ. ರಾಜಶೇಖರ್ ಅಭಿಪ್ರಾಯಪಟ್ಟರು. ಪಟ್ಟಣದ ಗುರುಭವನದಲ್ಲಿ ಸೋಮವಾರ ಸಂಜೆ ಹಮ್ಮಿಕೊಂಡಿದ್ದ ಸಾಹಿತ್ಯ ಪರಿಷತ್ತಿನ 111ನೇ ಸಂಸ್ಥಾಪನ ದಿನಾಚರಣೆ ಕಾರ್ಯಕ್ರಮದಲ್ಲಿ ಮಾತನಾಡಿದ ಅವರು, ಬೆಂಗಳೂರಿನ ಶ್ರೀ ಕೃಷ್ಣರಾಜ ಪರಿಷನ್ಮಂದಿರದಲ್ಲಿ 1915ರ ಮೇ 5ರಂದು ಕನ್ನಡ ಸಾಹಿತ್ಯ ಪರಿಷತ್ತು ಸ್ಥಾಪನೆಗೊಂಡಿತು. ಮೈಸೂರು ಮಹಾರಾಜ ನಾಲ್ವಡಿ ಕೃಷ್ಣರಾಜ ಒಡೆಯರ್ ಅವರ ಪ್ರೋತ್ಸಾಹದಲ್ಲಿ ಪ್ರಾರಂಭವಾದ ಪರಿಷತ್ತು ಕನ್ನಡ ಭಾಷೆ ಸಾಹಿತ್ಯದ ಬೆಳವಣಿಗೆಗೆ ಶ್ರಮಿಸುತ್ತಿದೆ. ತಾಲೂಕಿನ ಪ್ರತಿ ಹೋಬಳಿ ಮಟ್ಟದಲ್ಲಿ ಸಾಹಿತ್ಯ ಚಟುವಟಿಕೆಗಳನ್ನು ಆಯೋಜಿಸಲು ತೀರ್ಮಾನಿಸಲಾಗಿದೆ ಎಂದರು. ಕಾರ್ಯದರ್ಶಿ ಬಿ.ಎನ್.ರಾಮಕೃಷ್ಣ, ಕಜಾಂಚಿ ಬಿ.ಎಚ್. ಶ್ರೀನಿವಾಸ್ ಮಾತನಾಡಿದರು. ವೈ.ಎನ್. ಹೊಸಕೋಟೆ ಹೋಬಳಿ ಘಟಕದ ಅಧ್ಯಕ್ಷ ಹೊ.ಮ. ನಾಗರಾಜು, ಕೆ.ಪಿ.ರಾಮನಾಥ, ಶಿಕ್ಷಕ ಸಂಘದ ಸೋಮಶೇಖರ್, ಶಿಕ್ಷಕರು, ವಿವಿಧ ಸಂಘಟನೆಗಳ ಪದಾಧಿಕಾರಿಗಳು ಉಪಸ್ಥಿತರಿದ್ದರು. [1154,370,1491,512]
story4-column-3: ಗುತ್ತಿದೆಂದು ಹೇಳಿದರು. ಜಿಲ್ಲಾಧ್ಯಕ್ಷರು ಜಿಲ್ಲೆಯಲ್ಲಿ ರಂದು ನಡೆಯುವ ಜನಾಕ್ರೋಶ ಯಾತ್ರೆಯಲ್ಲಿ ಜಿಲ್ಲೆಯ ಎಲ್ಲಾ ತಾಲ್ಲೂಕುಗಳಿಂದ ಸಾವಿರಾರು ಕಾರ್ಯಕರ್ತರು ಭಾಗವಹಿಸಲಿದ್ದಾರೆ. ಗೋಷ್ಠಿಯಲ್ಲಿ ಶಾಸಕ ಜ್ಯೋತಿಗಣೇಶ್, ಮಾಜಿ ಶಾಸಕ ಮಸಾಲೆ ಜಯರಾಂ, ಜಿಲ್ಲಾ ಪ್ರಧಾನ ಕಾರ್ಯದರ್ಶಿಗಳು, ಮುಖಂಡರಾದ ಟಿ.ಆರ್.ಸದಾಶಿವಯ್ಯ ಉಪಸ್ಥಿತರಿದ್ದರು. [1259,1058,1491,1128]
notice-title: ಪತ್ರಿಕಾ ಪ್ರಕಟಣೆ [197,1310,257,1324]
issue-date: ದಿನಾಂಕ: 06-05-2025,ಮಂಗಳವಾರ [717,60,855,73]
story6-column-3: ಪರಿಶಿಷ್ಟ ಜಾತಿಯ ಯಾವುದೇ ಕುಟುಂಬ ಹೊರಗುಳಿಯದಂತೆ ಸಮೀಕ್ಷೆ ನಡೆಸಬೇಕು. ಸಮೀಕ್ಷಾ ಕಾರ್ಯವನ್ನು ಯಶಸ್ವಿಯಾಗಿ ನಡೆಸುವುದು ಎಲ್ಲರ ಜವಾಬ್ದಾರಿಯಾಗಿದ್ದು ಸಂಪೂರ್ಣ ಸಹಕಾರ ನೀಡಬೇಕು ಎಂದು ತಿಳಿಸಿದರು. ಪ್ರಾರಂಭಿಕ ಹಂತದ ದೊಡ್ಡಿಯಾದ ಸಮೀಕ್ಷೆ ಸುಮಾರು 30 ವರ್ಷಗಳ ನಂತರ ನಡೆಸಲಾಗುತ್ತಿದೆ. ಈ ಸಂದರ್ಭದಲ್ಲಿ ಅಪರ ಜಿಲ್ಲಾಧಿಕಾರಿ, ಉಪವಿಭಾಗಾಧಿಕಾರಿ, ಸಮಾಜ ಕಲ್ಯಾಣ ಇಲಾಖೆ ಜಂಟಿ ನಿರ್ದೇಶಕ ಕೃಷ್ಣಪ್ಪ, ಗಣತಿದಾರರು, ಪಾಲಿಕೆ ಆಯುಕ್ತರು, ಸಮುದಾಯದ ಮುಖಂಡರು, ಸಾರ್ವಜನಿಕರು ಉಪಸ್ಥಿತರಿದ್ದರು. [1259,1867,1491,1980]
